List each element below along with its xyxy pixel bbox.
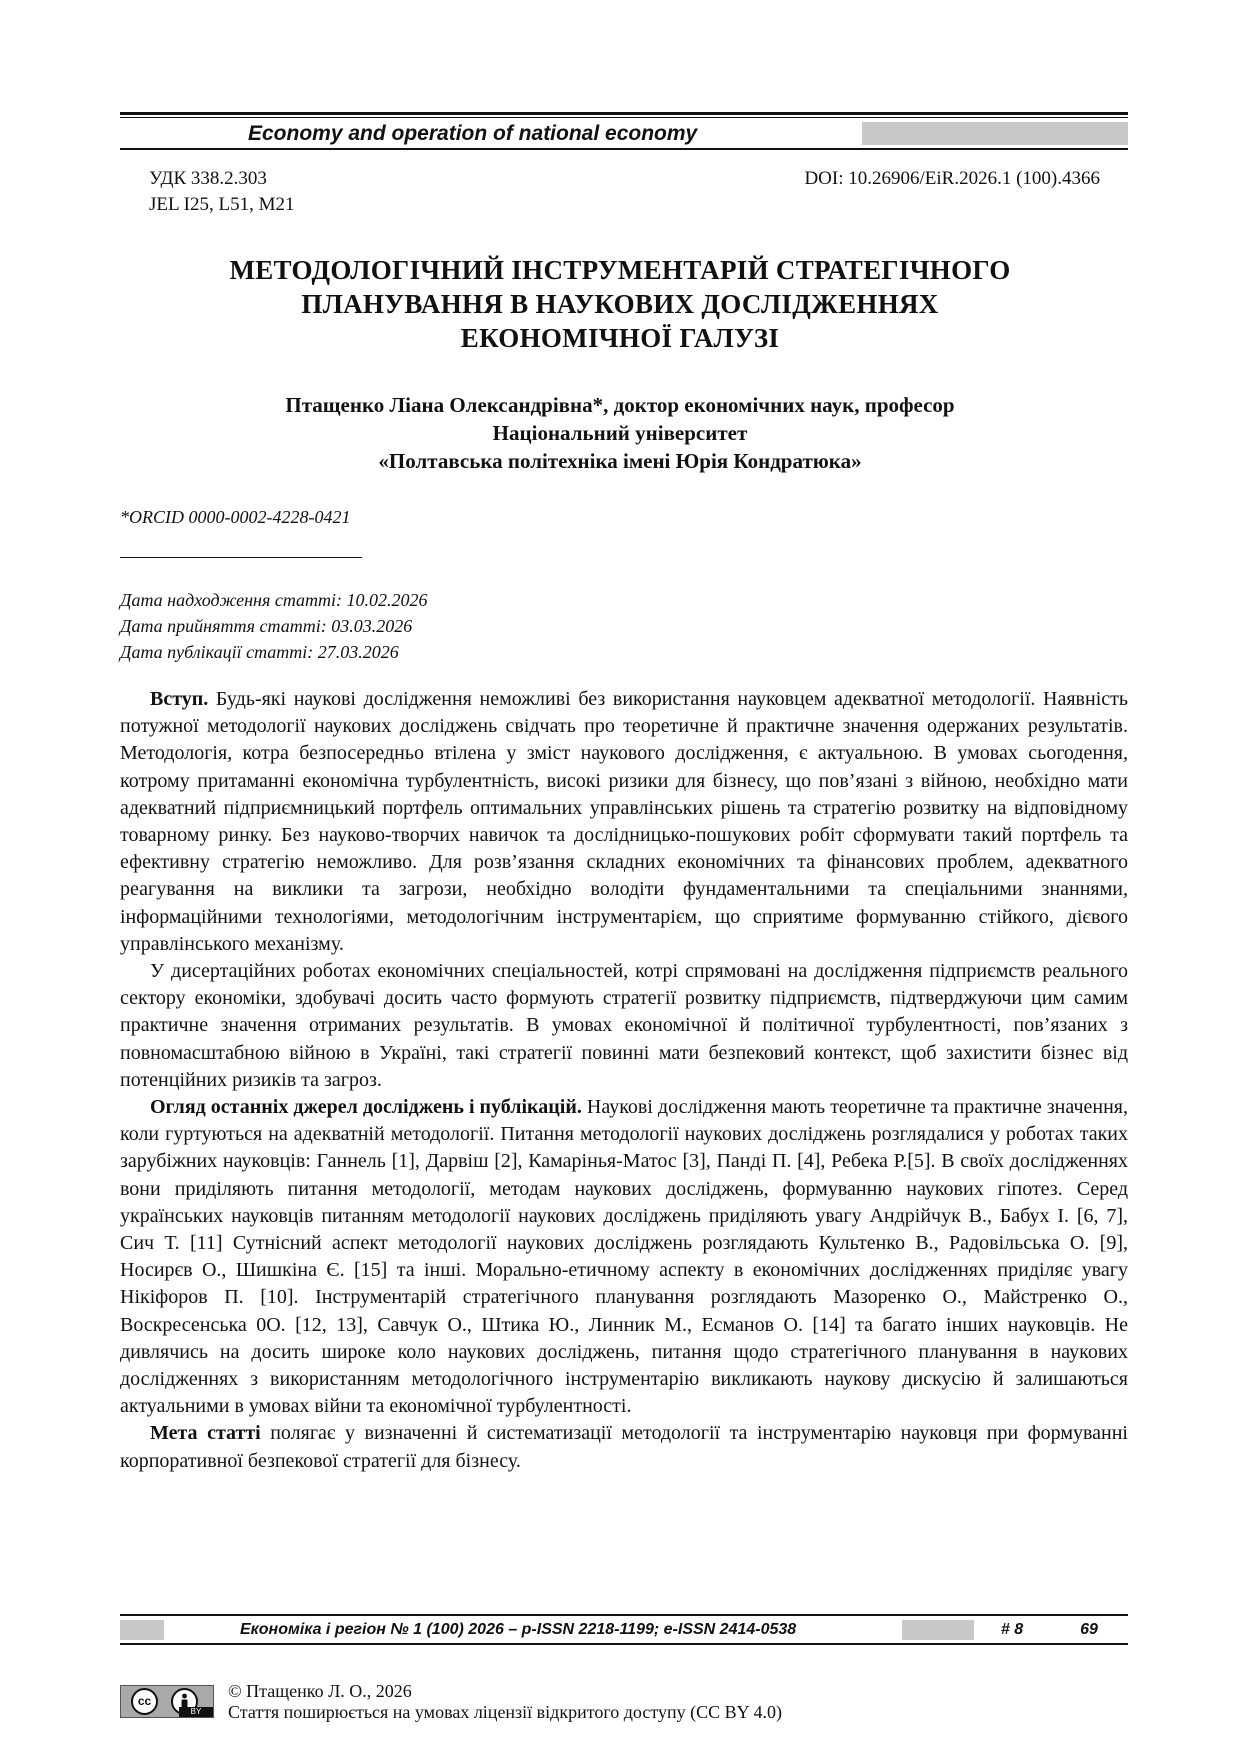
- by-label: BY: [179, 1707, 213, 1717]
- classification-codes: [149, 166, 294, 218]
- footer-gray-block: [902, 1620, 974, 1640]
- affiliation: «Полтавська політехніка імені Юрія Кондратюка»: [378, 449, 862, 473]
- paragraph-aim: [120, 1420, 1128, 1474]
- article-body: [120, 686, 1128, 1475]
- section-label: Огляд останніх джерел досліджень і публікацій.: [150, 1096, 582, 1119]
- title-line: ПЛАНУВАННЯ В НАУКОВИХ ДОСЛІДЖЕННЯХ: [301, 289, 939, 319]
- running-header: [120, 120, 1128, 147]
- section-label: Мета статті: [150, 1422, 261, 1445]
- license-text-block: [228, 1681, 782, 1723]
- title-line: ЕКОНОМІЧНОЇ ГАЛУЗІ: [460, 323, 780, 353]
- paragraph-text: Будь-які наукові дослідження неможливі без використання науковцем адекватної методології. Наявність потужної методології наукових досліджень свідчать про теоретичне й практичне значення одержаних результатів. Методологія, котра безпосередньо втілена у зміст наукового дослідження, є актуальною. В умовах сьогодення, котрому притаманні економічна турбулентність, високі ризики для бізнесу, що пов’язані з війною, необхідно мати адекватний підприємницький портфель оптимальних управлінських рішень та стратегію розвитку на відповідному товарному ринку. Без науково-творчих навичок та дослідницько-пошукових робіт сформувати такий портфель та ефективну стратегію неможливо. Для розв’язання складних економічних та фінансових проблем, адекватного реагування на виклики та загрози, необхідно володіти фундаментальними та спеціальними знаннями, інформаційними технологіями, методологічним інструментарієм, що сприятиме формуванню стійкого, дієвого управлінського механізму.: [120, 688, 1128, 955]
- jel-code: JEL I25, L51, M21: [149, 194, 295, 215]
- udc-code: УДК 338.2.303: [149, 168, 267, 189]
- article-title: [140, 253, 1100, 355]
- paragraph-literature-review: [120, 1094, 1128, 1420]
- cc-logo-icon: cc: [131, 1688, 158, 1715]
- paragraph-introduction: [120, 686, 1128, 958]
- header-rule-bottom: [120, 148, 1128, 150]
- date-received: Дата надходження статті: 10.02.2026: [120, 590, 428, 610]
- copyright: © Птащенко Л. О., 2026: [228, 1681, 412, 1701]
- footnote-rule: [120, 557, 362, 558]
- author-block: [140, 391, 1100, 475]
- article-dates: [120, 587, 428, 665]
- section-title: Economy and operation of national economy: [248, 122, 698, 145]
- header-gray-block: [862, 122, 1128, 145]
- issue-number: # 8: [1000, 1621, 1024, 1638]
- creative-commons-by-icon[interactable]: [120, 1685, 214, 1718]
- affiliation: Національний університет: [492, 421, 748, 445]
- paragraph-text: полягає у визначенні й систематизації методології та інструментарію науковця при формуванні корпоративної безпекової стратегії для бізнесу.: [120, 1422, 1128, 1472]
- footer-rule-top: [120, 1614, 1128, 1616]
- section-label: Вступ.: [150, 688, 209, 710]
- paragraph: У дисертаційних роботах економічних спеціальностей, котрі спрямовані на дослідження підприємств реального сектору економіки, здобувачі досить часто формують стратегії розвитку підприємств, підтверджуючи цим самим практичне значення отриманих результатів. В умовах економічної й політичної турбулентності, пов’язаних з повномасштабною війною в Україні, такі стратегії повинні мати безпековий контекст, щоб захистити бізнес від потенційних ризиків та загроз.: [120, 960, 1128, 1091]
- license-terms: Стаття поширюється на умовах ліцензії відкритого доступу (CC BY 4.0): [228, 1702, 782, 1722]
- journal-citation: Економіка і регіон № 1 (100) 2026 – p-ISSN 2218-1199; e-ISSN 2414-0538: [240, 1621, 797, 1638]
- footer-rule-bottom: [120, 1643, 1128, 1645]
- header-rule-second: [120, 117, 1128, 118]
- doi: DOI: 10.26906/EiR.2026.1 (100).4366: [804, 168, 1100, 189]
- footer-gray-block: [120, 1620, 164, 1640]
- paragraph-text: Наукові дослідження мають теоретичне та практичне значення, коли гуртуються на адекватній методології. Питання методології наукових досліджень розглядалися у роботах таких зарубіжних науковців: Ганнель [1], Дарвіш [2], Камарінья-Матос [3], Панді П. [4], Ребека Р.[5]. В своїх дослідженнях вони приділяють питання методології, методам наукових досліджень, формуванню наукових гіпотез. Серед українських науковців питанням методології наукових досліджень приділяють увагу Андрійчук В., Бабух І. [6, 7], Сич Т. [11] Сутнісний аспект методології наукових досліджень розглядають Культенко В., Радовільська О. [9], Носирєв О., Шишкіна Є. [15] та інші. Морально-етичному аспекту в економічних дослідженнях приділяє увагу Нікіфоров П. [10]. Інструментарій стратегічного планування розглядають Мазоренко О., Майстренко О., Воскресенська 0О. [12, 13], Савчук О., Штика Ю., Линник М., Есманов О. [14] та багато інших науковців. Не дивлячись на досить широке коло наукових досліджень, питання щодо стратегічного планування в наукових дослідженнях з використанням методологічного інструментарію викликають наукову дискусію й залишаються актуальними в умовах війни та економічної турбулентності.: [120, 1096, 1129, 1418]
- date-published: Дата публікації статті: 27.03.2026: [120, 642, 399, 662]
- orcid: *ORCID 0000-0002-4228-0421: [120, 507, 351, 527]
- title-line: МЕТОДОЛОГІЧНИЙ ІНСТРУМЕНТАРІЙ СТРАТЕГІЧНОГО: [229, 255, 1011, 285]
- author-name: Птащенко Ліана Олександрівна*, доктор економічних наук, професор: [285, 393, 955, 417]
- page-number: 69: [1080, 1621, 1098, 1638]
- running-footer: [120, 1618, 1128, 1642]
- date-accepted: Дата прийняття статті: 03.03.2026: [120, 616, 413, 636]
- header-rule-top: [120, 112, 1128, 115]
